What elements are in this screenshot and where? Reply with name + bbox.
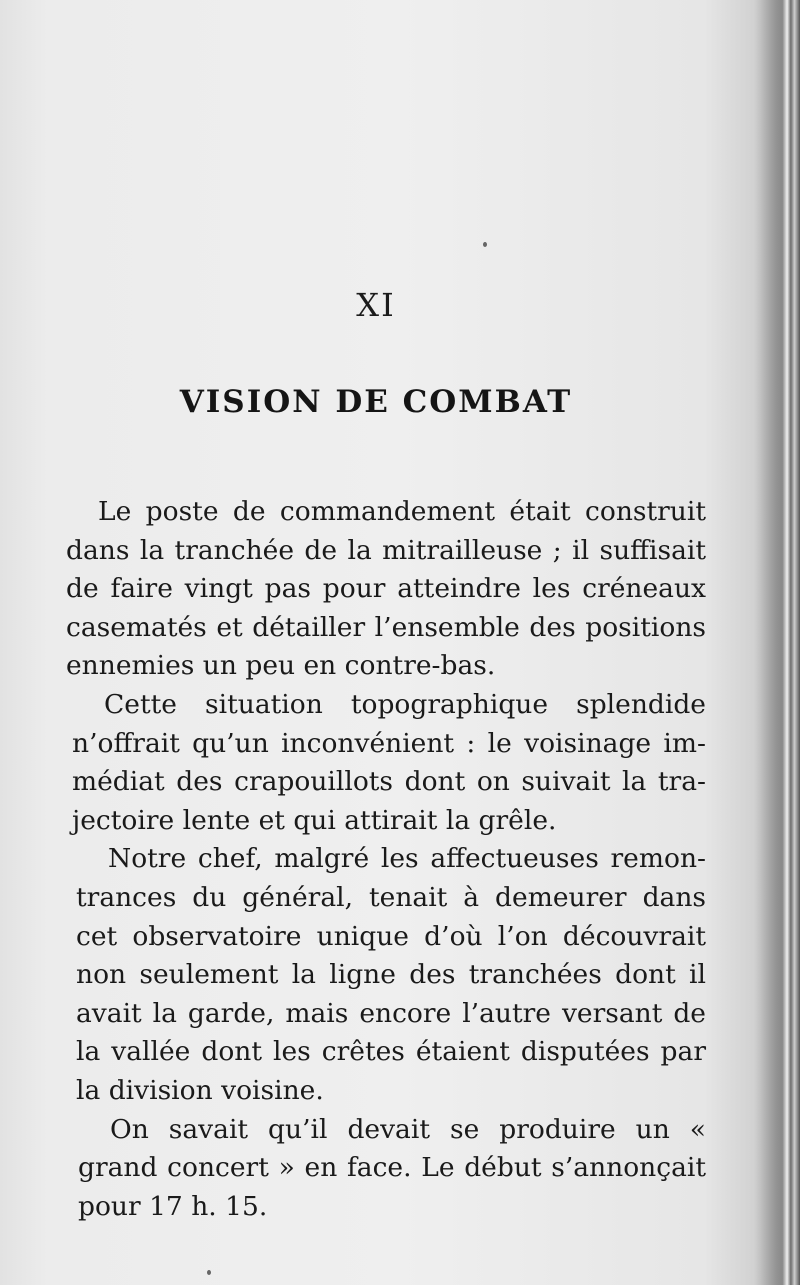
chapter-number: XI — [356, 286, 396, 324]
chapter-body — [66, 493, 706, 1226]
paper-speck — [207, 1270, 211, 1275]
paragraph-4: On savait qu’il devait se produire un « grand concert » en face. Le début s’annonçait pour 17 h. 15. — [78, 1113, 706, 1222]
paragraph-3: Notre chef, malgré les affectueuses remontrances du général, tenait à demeurer dans cet observatoire unique d’où l’on découvrait non seulement la ligne des tranchées dont il avait la garde, mais encore l’autre versant de la vallée dont les crêtes étaient disputées par la division voisine. — [76, 843, 706, 1106]
paragraph-1: Le poste de commandement était construit dans la tranchée de la mitrailleuse ; il suffisait de faire vingt pas pour atteindre les créneaux casematés et détailler l’ensemble des positions ennemies un peu en contre-bas. — [66, 496, 706, 682]
paragraph-2: Cette situation topographique splendide n’offrait qu’un inconvénient : le voisinage immédiat des crapouillots dont on suivait la trajectoire lente et qui attirait la grêle. — [72, 688, 706, 836]
chapter-title: VISION DE COMBAT — [179, 384, 573, 420]
paper-speck — [483, 242, 487, 247]
book-spine-shadow — [754, 0, 800, 1285]
